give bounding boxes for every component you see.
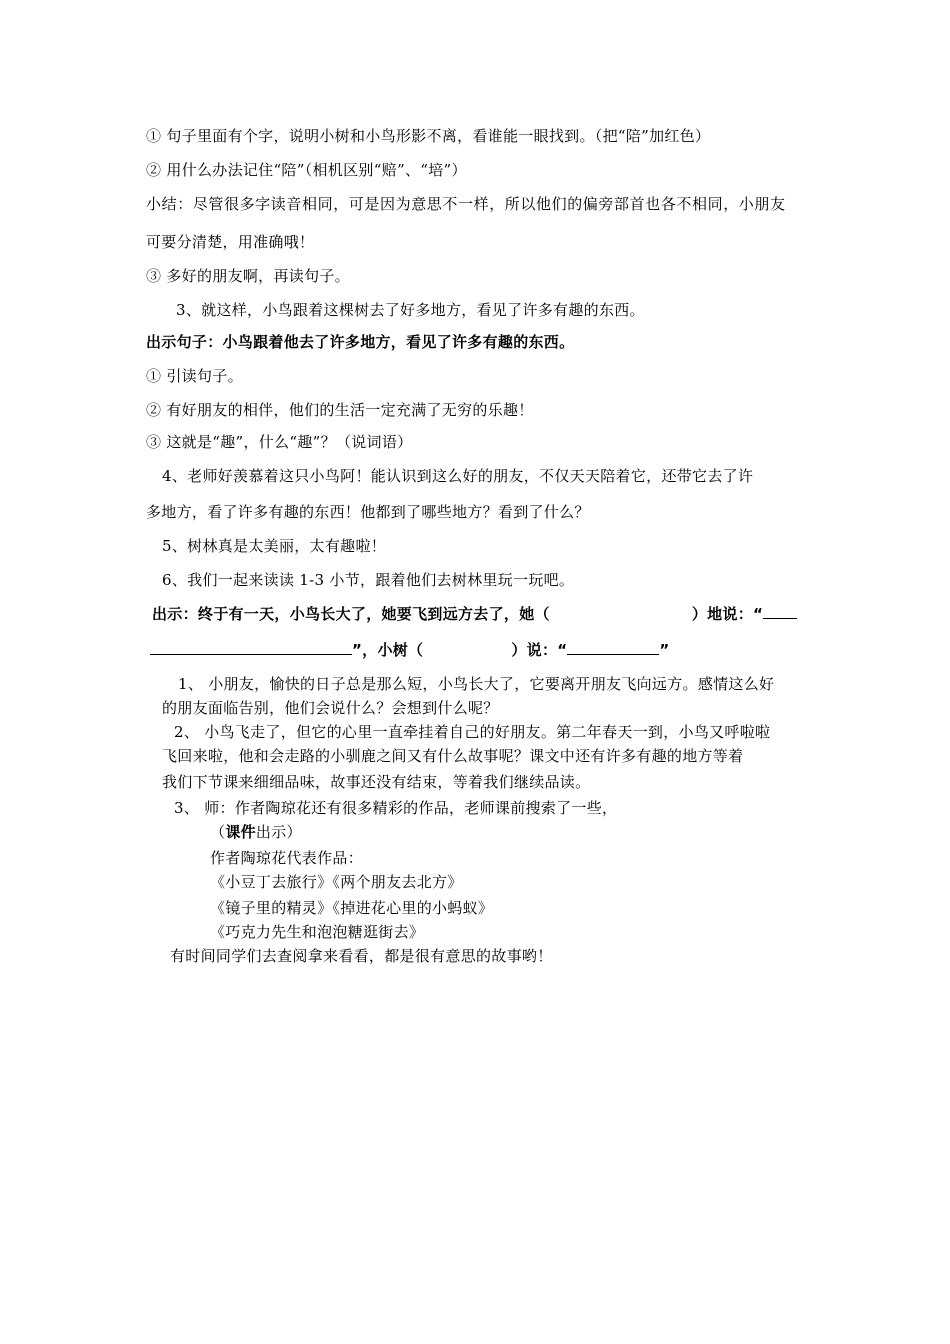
sub-step-2: ② 有好朋友的相伴，他们的生活一定充满了无穷的乐趣！ (146, 401, 534, 419)
step-circle-1-line: ① 句子里面有个字，说明小树和小鸟形影不离，看谁能一眼找到。（把“陪”加红色） (146, 127, 711, 145)
courseware-open: （ (210, 823, 226, 841)
sub-step-3: ③ 这就是“趣”，什么“趣”？（说词语） (146, 433, 413, 451)
closing-2-line-1: 2、 小鸟飞走了，但它的心里一直牵挂着自己的好朋友。第二年春天一到，小鸟又呼啦啦 (174, 723, 771, 741)
fill-blank-text-5: ” (659, 641, 670, 659)
step-circle-2-line: ② 用什么办法记住“陪”（相机区别“赔”、“培”） (146, 161, 467, 179)
summary-line-2: 可要分清楚，用准确哦！ (146, 233, 315, 251)
courseware-line (210, 822, 302, 842)
fill-blank-line-1 (152, 604, 797, 624)
closing-3-line: 3、 师：作者陶琼花还有很多精彩的作品，老师课前搜索了一些， (174, 799, 618, 817)
works-line-2: 《镜子里的精灵》《掉进花心里的小蚂蚁》 (210, 899, 494, 917)
step-5-line: 5、树林真是太美丽，太有趣啦！ (162, 537, 387, 555)
closing-2-line-3: 我们下节课来细细品味，故事还没有结束，等着我们继续品读。 (162, 773, 591, 791)
step-4-line-1: 4、老师好羡慕着这只小鸟阿！能认识到这么好的朋友，不仅天天陪着它，还带它去了许 (162, 467, 754, 485)
step-circle-3-line: ③ 多好的朋友啊，再读句子。 (146, 267, 350, 285)
sub-step-1: ① 引读句子。 (146, 367, 243, 385)
blank-underline-3 (567, 640, 659, 655)
works-line-1: 《小豆丁去旅行》《两个朋友去北方》 (210, 873, 463, 891)
fill-blank-text-1: 出示：终于有一天，小鸟长大了，她要飞到远方去了，她（ (152, 605, 550, 623)
final-line: 有时间同学们去查阅拿来看看，都是很有意思的故事哟！ (170, 947, 553, 965)
fill-blank-line-2 (150, 640, 670, 660)
fill-blank-text-4: ）说：“ (511, 641, 568, 659)
courseware-label: 课件 (225, 823, 256, 841)
fill-blank-text-3: ”，小树（ (352, 641, 424, 659)
step-6-line: 6、我们一起来读读 1-3 小节，跟着他们去树林里玩一玩吧。 (162, 571, 575, 589)
works-line-3: 《巧克力先生和泡泡糖逛街去》 (210, 923, 425, 941)
blank-underline-1 (763, 604, 797, 619)
summary-line-1: 小结：尽管很多字读音相同，可是因为意思不一样，所以他们的偏旁部首也各不相同，小朋友 (146, 195, 786, 213)
step-4-line-2: 多地方，看了许多有趣的东西！他都到了哪些地方？看到了什么？ (146, 503, 590, 521)
works-heading: 作者陶琼花代表作品： (210, 849, 364, 867)
courseware-close: 出示） (255, 823, 302, 841)
step-3-paragraph: 3、就这样，小鸟跟着这棵树去了好多地方，看见了许多有趣的东西。 (176, 301, 645, 319)
shown-sentence: 出示句子：小鸟跟着他去了许多地方，看见了许多有趣的东西。 (146, 333, 575, 351)
closing-2-line-2: 飞回来啦，他和会走路的小驯鹿之间又有什么故事呢？课文中还有许多有趣的地方等着 (162, 747, 744, 765)
blank-underline-2 (150, 640, 352, 655)
fill-blank-text-2: ）地说：“ (691, 605, 764, 623)
closing-1-line-1: 1、 小朋友，愉快的日子总是那么短，小鸟长大了，它要离开朋友飞向远方。感情这么好 (178, 675, 775, 693)
closing-1-line-2: 的朋友面临告别，他们会说什么？会想到什么呢？ (162, 699, 499, 717)
